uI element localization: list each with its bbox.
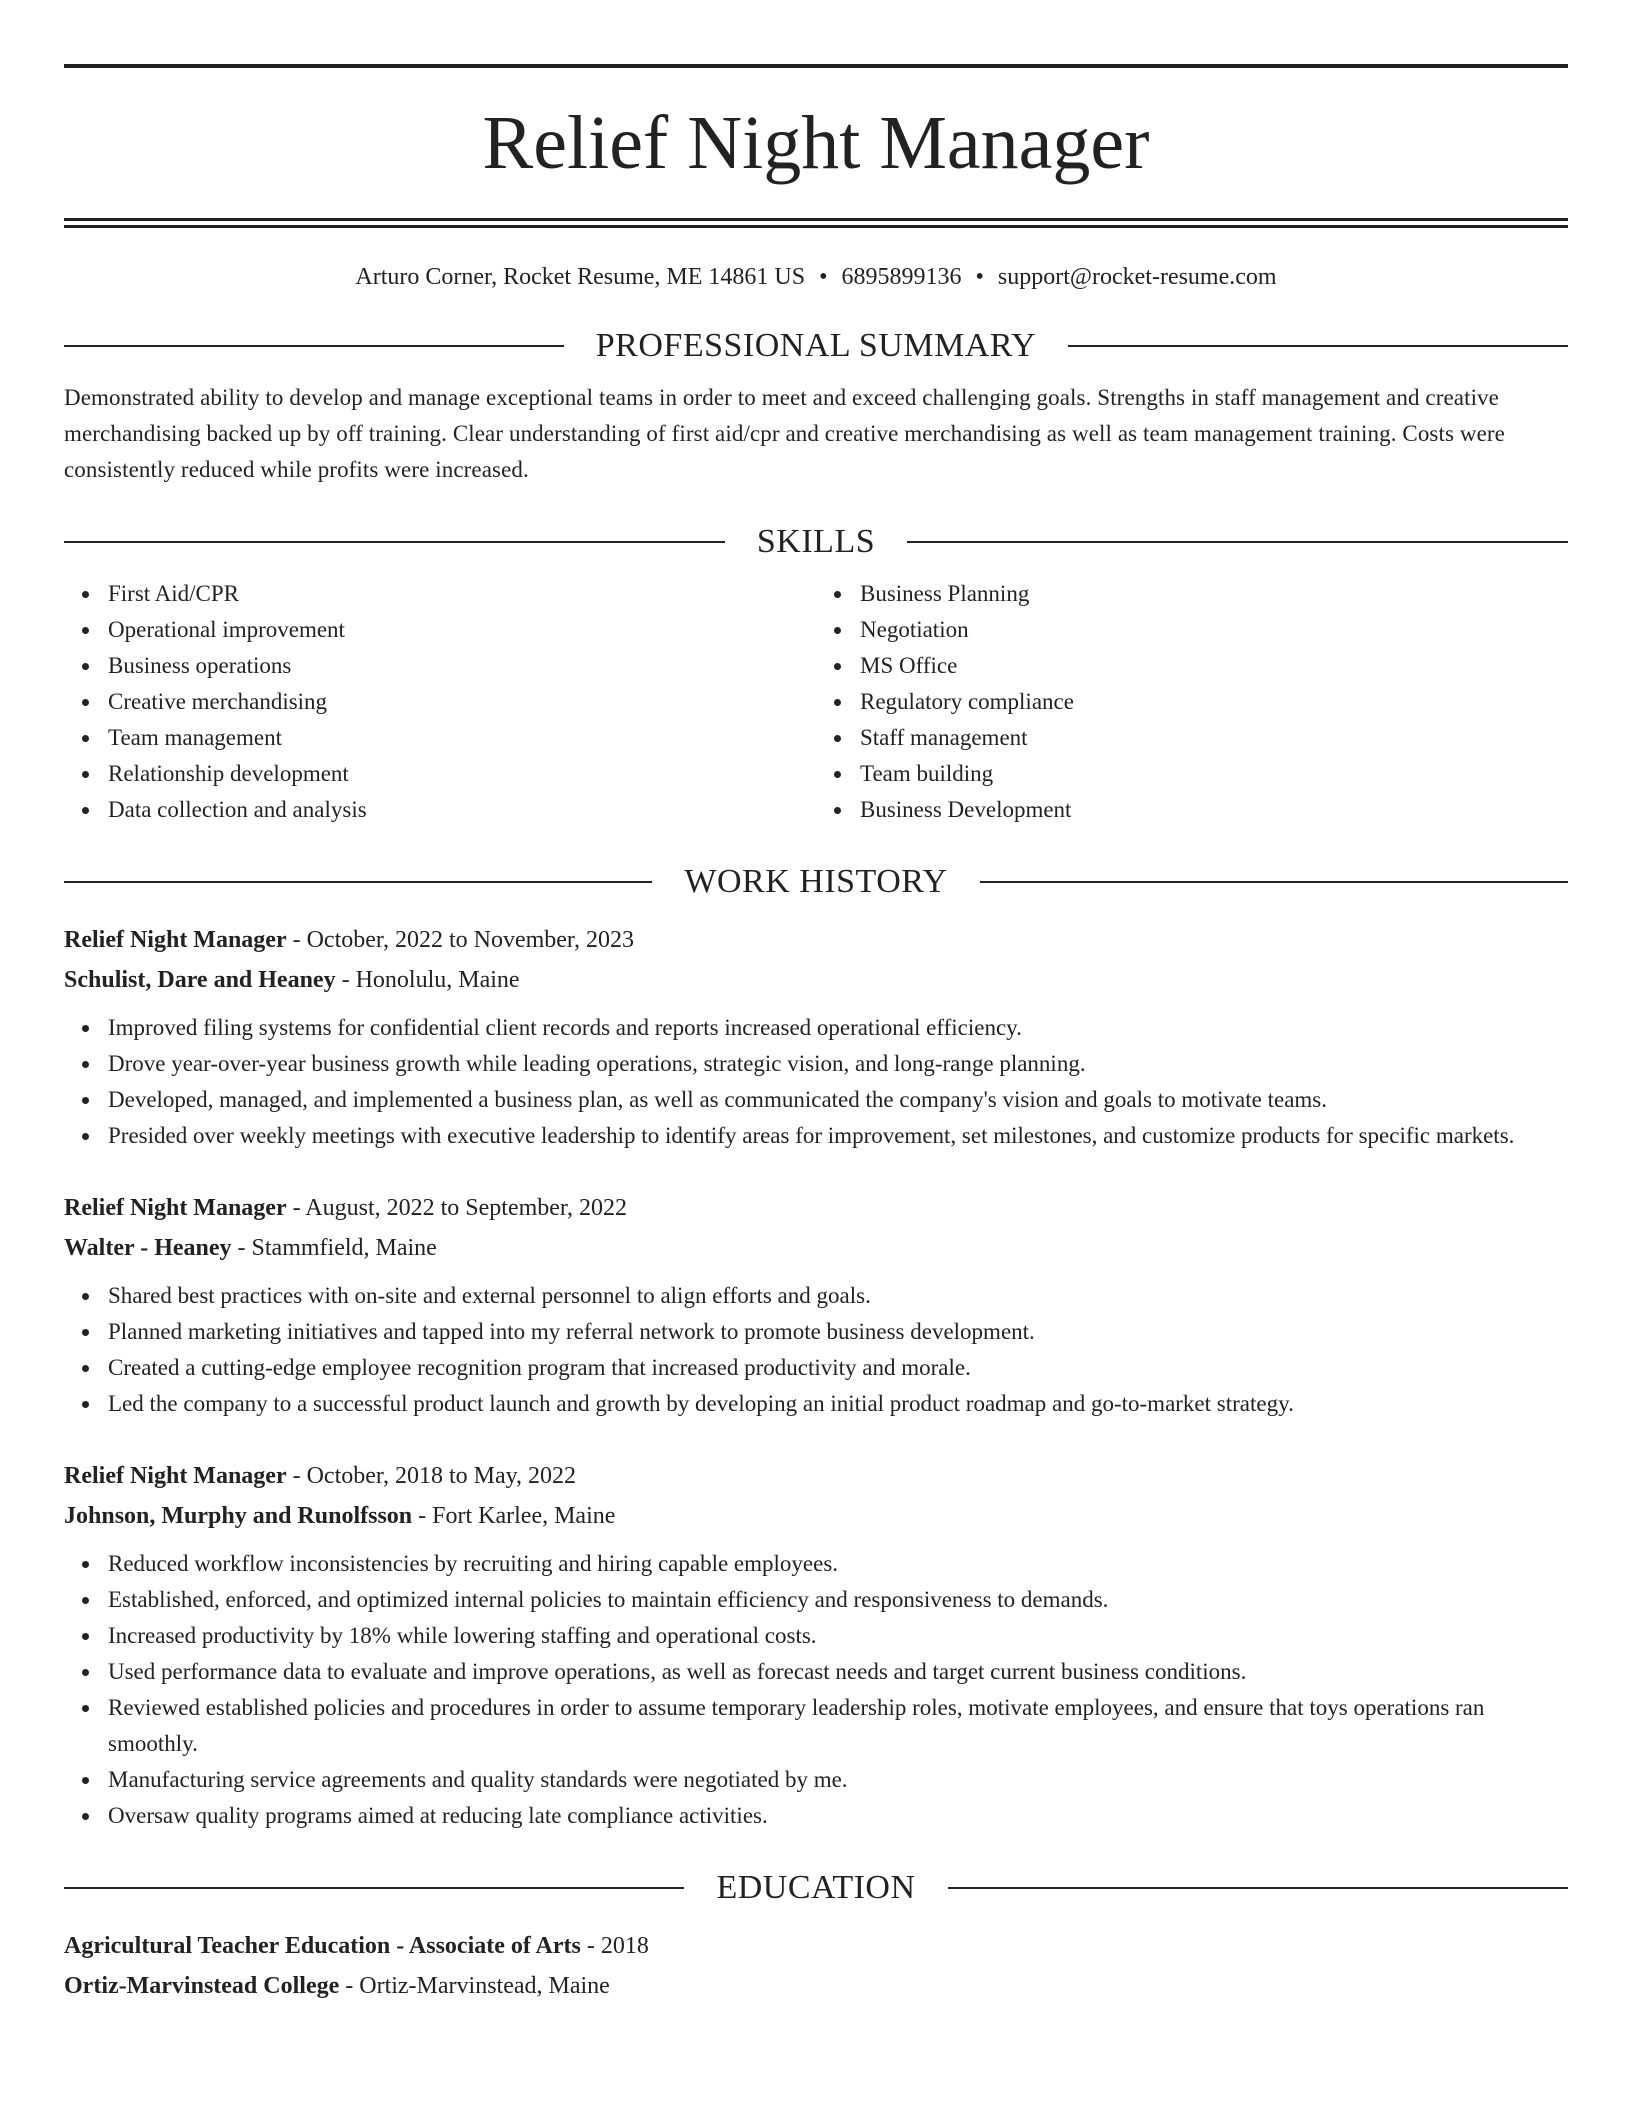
job-bullet: Reduced workflow inconsistencies by recruiting and hiring capable employees. [108,1546,1568,1582]
job-entry [64,920,1568,1154]
summary-text: Demonstrated ability to develop and manage exceptional teams in order to meet and exceed challenging goals. Strengths in staff management and creative merchandising backed up by off training. Clear understanding of first aid/cpr and creative merchandising as well as team management training. Costs were consistently reduced while profits were increased. [64,385,1505,482]
skill-item: Team management [108,720,816,756]
job-company: Schulist, Dare and Heaney [64,967,336,993]
job-bullet: Presided over weekly meetings with executive leadership to identify areas for improvement, set milestones, and customize products for specific markets. [108,1118,1568,1154]
job-company: Walter - Heaney [64,1235,232,1261]
skill-item: Data collection and analysis [108,792,816,828]
work-heading-label: WORK HISTORY [684,863,948,900]
skills-columns [64,576,1568,828]
heading-rule [64,541,725,543]
job-bullet: Developed, managed, and implemented a business plan, as well as communicated the company's vision and goals to motivate teams. [108,1082,1568,1118]
skills-heading [64,520,1568,564]
skill-item: Business Planning [860,576,1568,612]
heading-rule [980,881,1568,883]
job-bullet: Reviewed established policies and procedures in order to assume temporary leadership roles, motivate employees, and ensure that toys operations ran smoothly. [108,1690,1568,1762]
job-title-line [64,920,1568,960]
contact-phone: 6895899136 [841,264,962,290]
page-title: Relief Night Manager [482,101,1150,185]
job-entry [64,1456,1568,1834]
skills-left-list [64,576,816,828]
job-dates: - August, 2022 to September, 2022 [286,1195,627,1221]
skill-item: Operational improvement [108,612,816,648]
contact-separator: • [819,264,828,290]
job-title-line [64,1456,1568,1496]
job-title: Relief Night Manager [64,1463,287,1489]
work-heading [64,860,1568,904]
resume-page [64,64,1568,2006]
skill-item: Team building [860,756,1568,792]
job-title-line [64,1188,1568,1228]
job-bullet: Increased productivity by 18% while lowering staffing and operational costs. [108,1618,1568,1654]
job-bullet: Improved filing systems for confidential client records and reports increased operational efficiency. [108,1010,1568,1046]
job-title: Relief Night Manager [64,1195,287,1221]
education-heading-label: EDUCATION [716,1869,916,1906]
job-bullet: Created a cutting-edge employee recognition program that increased productivity and morale. [108,1350,1568,1386]
education-year: - 2018 [580,1933,649,1959]
contact-separator: • [975,264,984,290]
skill-item: Staff management [860,720,1568,756]
education-degree: Agricultural Teacher Education - Associate of Arts [64,1933,581,1959]
job-location: - Honolulu, Maine [335,967,520,993]
heading-rule [64,881,652,883]
job-company-line [64,1496,1568,1536]
skill-item: Relationship development [108,756,816,792]
education-school-line [64,1966,1568,2006]
skill-item: Regulatory compliance [860,684,1568,720]
job-bullet: Manufacturing service agreements and quality standards were negotiated by me. [108,1762,1568,1798]
job-location: - Stammfield, Maine [231,1235,437,1261]
skill-item: First Aid/CPR [108,576,816,612]
skill-item: Business operations [108,648,816,684]
job-dates: - October, 2022 to November, 2023 [286,927,634,953]
skill-item: Business Development [860,792,1568,828]
heading-rule [64,345,564,347]
job-company-line [64,1228,1568,1268]
skills-heading-label: SKILLS [756,523,876,560]
heading-rule [907,541,1568,543]
contact-email: support@rocket-resume.com [997,264,1277,290]
job-location: - Fort Karlee, Maine [412,1503,616,1529]
job-dates: - October, 2018 to May, 2022 [286,1463,577,1489]
job-title: Relief Night Manager [64,927,287,953]
job-bullet: Drove year-over-year business growth while leading operations, strategic vision, and long-range planning. [108,1046,1568,1082]
education-entry [64,1926,1568,2006]
education-degree-line [64,1926,1568,1966]
job-bullet: Established, enforced, and optimized internal policies to maintain efficiency and responsiveness to demands. [108,1582,1568,1618]
skill-item: MS Office [860,648,1568,684]
skill-item: Negotiation [860,612,1568,648]
job-bullet: Planned marketing initiatives and tapped into my referral network to promote business development. [108,1314,1568,1350]
double-rule [64,218,1568,228]
job-bullet: Led the company to a successful product launch and growth by developing an initial product roadmap and go-to-market strategy. [108,1386,1568,1422]
skill-item: Creative merchandising [108,684,816,720]
heading-rule [1068,345,1568,347]
education-location: - Ortiz-Marvinstead, Maine [339,1973,610,1999]
job-company-line [64,960,1568,1000]
contact-line [64,262,1568,292]
job-company: Johnson, Murphy and Runolfsson [64,1503,413,1529]
summary-heading [64,324,1568,368]
job-bullets [64,1546,1568,1834]
job-bullets [64,1010,1568,1154]
heading-rule [948,1887,1568,1889]
top-rule [64,64,1568,68]
job-bullet: Oversaw quality programs aimed at reducing late compliance activities. [108,1798,1568,1834]
summary-heading-label: PROFESSIONAL SUMMARY [595,327,1037,364]
education-heading [64,1866,1568,1910]
heading-rule [64,1887,684,1889]
job-bullets [64,1278,1568,1422]
job-entry [64,1188,1568,1422]
job-bullet: Shared best practices with on-site and external personnel to align efforts and goals. [108,1278,1568,1314]
contact-address: Arturo Corner, Rocket Resume, ME 14861 US [355,264,806,290]
skills-right-list [816,576,1568,828]
job-bullet: Used performance data to evaluate and improve operations, as well as forecast needs and target current business conditions. [108,1654,1568,1690]
education-school: Ortiz-Marvinstead College [64,1973,340,1999]
